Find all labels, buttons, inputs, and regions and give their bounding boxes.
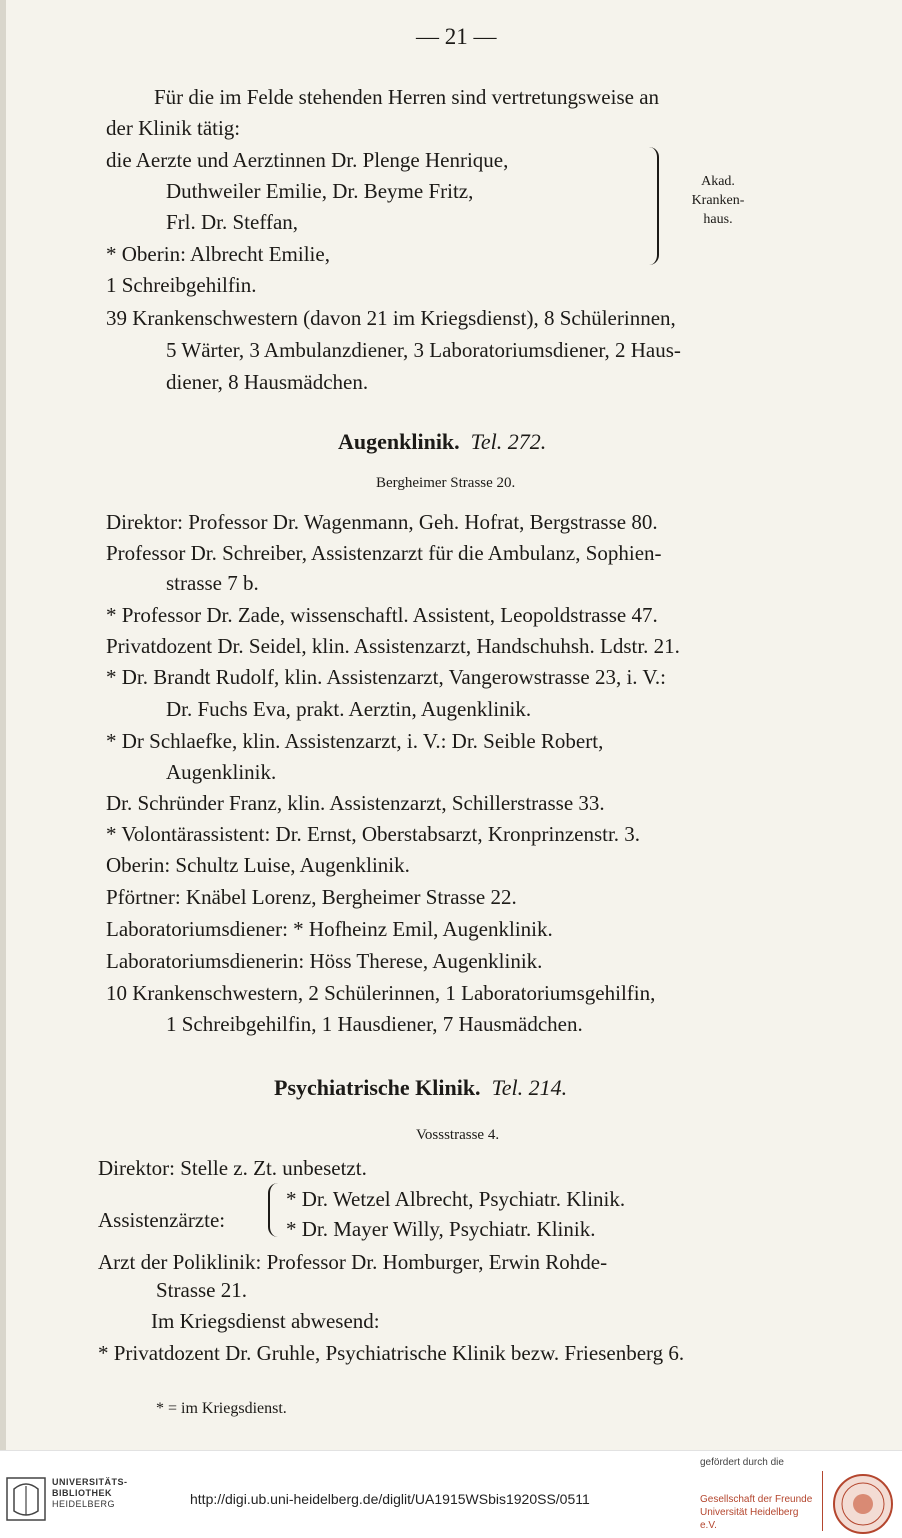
akad-line-1: Akad. [701,174,735,189]
intro-line-9: 5 Wärter, 3 Ambulanzdiener, 3 Laboratoriumsdiener, 2 Haus- [166,338,681,362]
library-name-3: HEIDELBERG [52,1499,116,1509]
augen-line-9: Augenklinik. [166,760,277,784]
sponsor-label: gefördert durch die [700,1457,784,1468]
footer-bar [0,1450,902,1538]
intro-line-10: diener, 8 Hausmädchen. [166,370,369,394]
psych-tel: Tel. 214. [491,1075,568,1100]
library-name [52,1477,128,1510]
augen-line-15: Laboratoriumsdienerin: Höss Therese, Augenklinik. [106,949,543,973]
psych-assist-label: Assistenzärzte: [98,1208,226,1232]
augen-line-14: Laboratoriumsdiener: * Hofheinz Emil, Augenklinik. [106,917,553,941]
augen-line-10: Dr. Schründer Franz, klin. Assistenzarzt, Schillerstrasse 33. [106,791,605,815]
augen-line-3: strasse 7 b. [166,571,259,595]
intro-line-3: die Aerzte und Aerztinnen Dr. Plenge Henrique, [106,148,509,172]
intro-line-1: Für die im Felde stehenden Herren sind vertretungsweise an [154,85,660,109]
augen-title: Augenklinik. [338,429,460,454]
augen-line-16: 10 Krankenschwestern, 2 Schülerinnen, 1 Laboratoriumsgehilfin, [106,981,656,1005]
psych-heading [274,1075,567,1101]
library-logo-icon [6,1477,46,1521]
augen-line-5: Privatdozent Dr. Seidel, klin. Assistenzarzt, Handschuhsh. Ldstr. 21. [106,634,680,658]
psych-line-4: Im Kriegsdienst abwesend: [151,1309,380,1333]
augen-line-6: * Dr. Brandt Rudolf, klin. Assistenzarzt, Vangerowstrasse 23, i. V.: [106,665,666,689]
brace-assist [268,1183,278,1237]
sponsor-divider [822,1471,823,1531]
psych-line-5: * Privatdozent Dr. Gruhle, Psychiatrische Klinik bezw. Friesenberg 6. [98,1341,685,1365]
intro-line-8: 39 Krankenschwestern (davon 21 im Kriegsdienst), 8 Schülerinnen, [106,306,676,330]
akad-label [668,172,768,229]
akad-line-2: Kranken- [691,193,745,208]
footnote: * = im Kriegsdienst. [156,1400,287,1417]
intro-line-2: der Klinik tätig: [106,116,241,140]
sponsor-name [700,1493,818,1532]
psych-line-1: Direktor: Stelle z. Zt. unbesetzt. [98,1156,367,1180]
augen-heading [338,429,546,455]
intro-line-5: Frl. Dr. Steffan, [166,210,299,234]
brace-akad [649,147,659,265]
psych-assist-2: * Dr. Mayer Willy, Psychiatr. Klinik. [286,1217,596,1241]
sponsor-name-1: Gesellschaft der Freunde [700,1494,813,1505]
augen-line-8: * Dr Schlaefke, klin. Assistenzarzt, i. V.: Dr. Seible Robert, [106,729,604,753]
psych-assist-1: * Dr. Wetzel Albrecht, Psychiatr. Klinik. [286,1187,626,1211]
psych-address: Vossstrasse 4. [416,1127,500,1143]
augen-line-17: 1 Schreibgehilfin, 1 Hausdiener, 7 Hausmädchen. [166,1012,583,1036]
akad-line-3: haus. [703,212,733,227]
intro-line-4: Duthweiler Emilie, Dr. Beyme Fritz, [166,179,474,203]
augen-address: Bergheimer Strasse 20. [376,475,516,491]
psych-line-2: Arzt der Poliklinik: Professor Dr. Homburger, Erwin Rohde- [98,1250,608,1274]
source-url[interactable]: http://digi.ub.uni-heidelberg.de/diglit/UA1915WSbis1920SS/0511 [190,1491,590,1507]
page-number: — 21 — [416,24,497,49]
sponsor-name-2: Universität Heidelberg e.V. [700,1507,799,1531]
intro-line-6: * Oberin: Albrecht Emilie, [106,242,330,266]
psych-title: Psychiatrische Klinik. [274,1075,481,1100]
augen-line-2: Professor Dr. Schreiber, Assistenzarzt für die Ambulanz, Sophien- [106,541,662,565]
augen-tel: Tel. 272. [470,429,547,454]
augen-line-1: Direktor: Professor Dr. Wagenmann, Geh. Hofrat, Bergstrasse 80. [106,510,658,534]
augen-line-13: Pförtner: Knäbel Lorenz, Bergheimer Strasse 22. [106,885,517,909]
augen-line-7: Dr. Fuchs Eva, prakt. Aerztin, Augenklinik. [166,697,532,721]
intro-line-7: 1 Schreibgehilfin. [106,273,257,297]
augen-line-12: Oberin: Schultz Luise, Augenklinik. [106,853,410,877]
university-seal-icon [832,1473,894,1535]
psych-line-3: Strasse 21. [156,1278,247,1302]
augen-line-11: * Volontärassistent: Dr. Ernst, Oberstabsarzt, Kronprinzenstr. 3. [106,822,641,846]
library-name-2: BIBLIOTHEK [52,1488,112,1498]
library-name-1: UNIVERSITÄTS- [52,1477,128,1487]
augen-line-4: * Professor Dr. Zade, wissenschaftl. Assistent, Leopoldstrasse 47. [106,603,658,627]
